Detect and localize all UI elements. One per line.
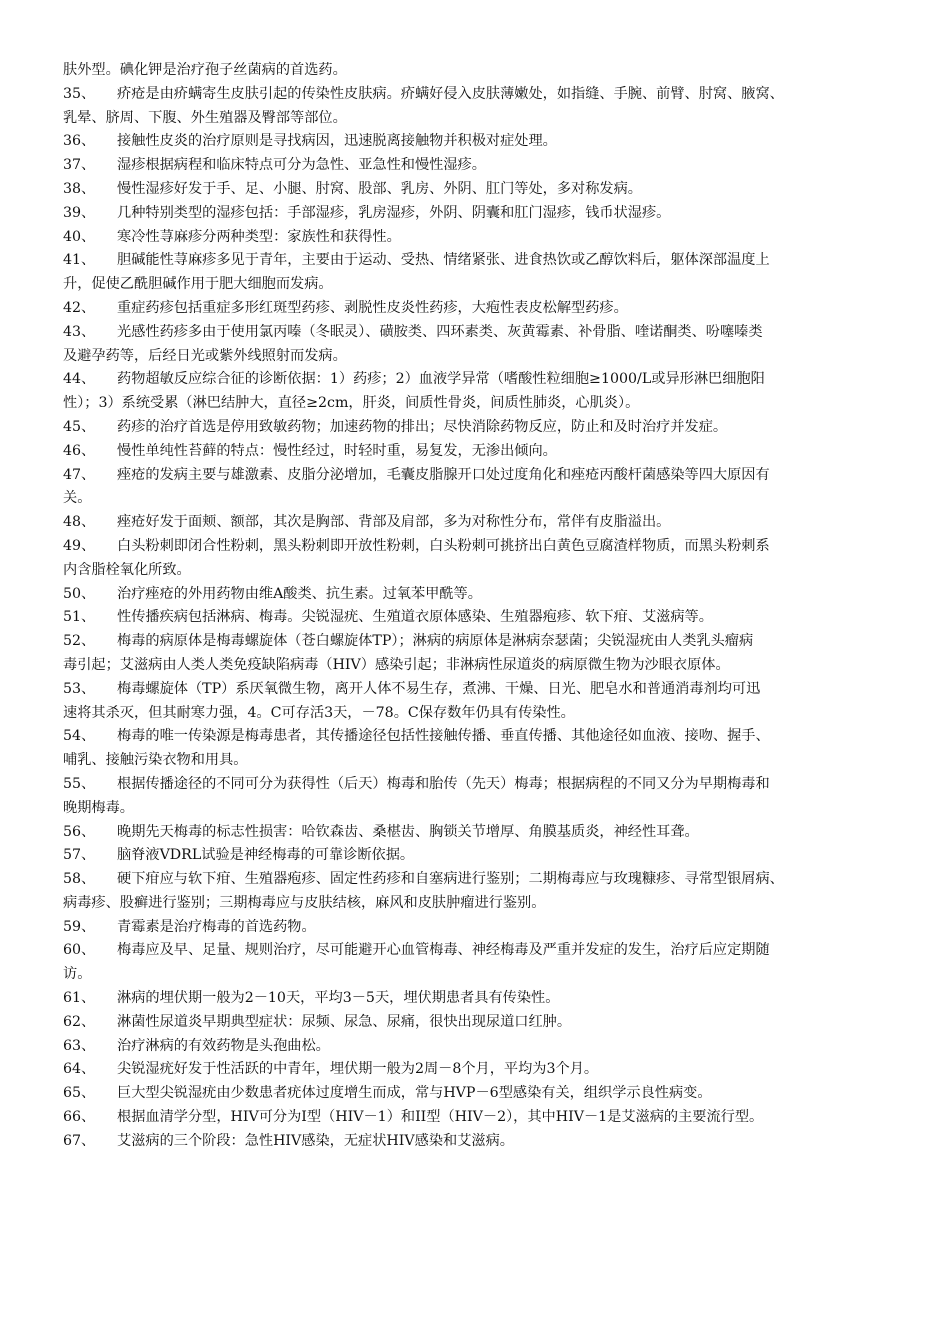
item-text: 梅毒螺旋体（TP）系厌氧微生物，离开人体不易生存，煮沸、干燥、日光、肥皂水和普通消毒剂均可迅: [117, 680, 761, 697]
item-continuation: 速将其杀灭，但其耐寒力强，4。C可存活3天，－78。C保存数年仍具有传染性。: [63, 704, 575, 721]
item-number: 66、: [63, 1109, 96, 1126]
list-item: [63, 868, 905, 892]
list-item: [63, 154, 905, 178]
item-text: 青霉素是治疗梅毒的首选药物。: [117, 918, 316, 935]
item-text: 痤疮的发病主要与雄激素、皮脂分泌增加，毛囊皮脂腺开口处过度角化和痤疮丙酸杆菌感染等四大原因有: [117, 466, 770, 483]
item-number: 48、: [63, 514, 96, 531]
item-number: 61、: [63, 990, 96, 1007]
item-continuation: 及避孕药等，后经日光或紫外线照射而发病。: [63, 347, 347, 364]
item-number: 37、: [63, 157, 96, 174]
item-text: 光感性药疹多由于使用氯丙嗪（冬眠灵）、磺胺类、四环素类、灰黄霉素、补骨脂、喹诺酮类、吩噻嗪类: [117, 323, 763, 340]
item-number: 56、: [63, 823, 96, 840]
list-item: [63, 844, 905, 868]
item-continuation: 晚期梅毒。: [63, 799, 134, 816]
item-text: 重症药疹包括重症多形红斑型药疹、剥脱性皮炎性药疹，大疱性表皮松解型药疹。: [117, 299, 628, 316]
item-number: 52、: [63, 633, 96, 650]
list-item: [63, 416, 905, 440]
list-item: [63, 939, 905, 963]
item-text: 艾滋病的三个阶段：急性HIV感染，无症状HIV感染和艾滋病。: [117, 1132, 514, 1149]
item-number: 49、: [63, 537, 96, 554]
item-continuation: 内含脂栓氧化所致。: [63, 561, 191, 578]
item-text: 慢性湿疹好发于手、足、小腿、肘窝、股部、乳房、外阴、肛门等处，多对称发病。: [117, 180, 642, 197]
item-number: 39、: [63, 204, 96, 221]
list-item: [63, 83, 905, 107]
item-text: 药物超敏反应综合征的诊断依据：1）药疹；2）血液学异常（嗜酸性粒细胞≥1000/L或异形淋巴细胞阳: [117, 371, 765, 388]
item-number: 50、: [63, 585, 96, 602]
list-item: [63, 678, 905, 702]
item-number: 44、: [63, 371, 96, 388]
list-item: [63, 202, 905, 226]
item-number: 58、: [63, 871, 96, 888]
intro-line: 肤外型。碘化钾是治疗孢子丝菌病的首选药。: [63, 62, 347, 78]
item-text: 淋病的埋伏期一般为2－10天，平均3－5天，埋伏期患者具有传染性。: [117, 990, 560, 1007]
list-item: [63, 226, 905, 250]
item-number: 47、: [63, 466, 96, 483]
item-number: 62、: [63, 1013, 96, 1030]
item-text: 痤疮好发于面颊、额部，其次是胸部、背部及肩部，多为对称性分布，常伴有皮脂溢出。: [117, 514, 671, 531]
list-item: [63, 773, 905, 797]
list-item: [63, 1130, 905, 1154]
item-text: 尖锐湿疣好发于性活跃的中青年，埋伏期一般为2周－8个月，平均为3个月。: [117, 1061, 599, 1078]
item-number: 43、: [63, 323, 96, 340]
list-item: [63, 821, 905, 845]
item-text: 几种特别类型的湿疹包括：手部湿疹，乳房湿疹，外阴、阴囊和肛门湿疹，钱币状湿疹。: [117, 204, 671, 221]
item-number: 38、: [63, 180, 96, 197]
item-text: 根据传播途径的不同可分为获得性（后天）梅毒和胎传（先天）梅毒；根据病程的不同又分为早期梅毒和: [117, 775, 770, 792]
item-text: 脑脊液VDRL试验是神经梅毒的可靠诊断依据。: [117, 847, 415, 864]
item-number: 45、: [63, 418, 96, 435]
item-text: 梅毒应及早、足量、规则治疗，尽可能避开心血管梅毒、神经梅毒及严重并发症的发生，治疗后应定期随: [117, 942, 770, 959]
item-text: 白头粉刺即闭合性粉刺，黑头粉刺即开放性粉刺，白头粉刺可挑挤出白黄色豆腐渣样物质，而黑头粉刺系: [117, 537, 770, 554]
list-item: [63, 1082, 905, 1106]
list-item: [63, 130, 905, 154]
item-number: 65、: [63, 1085, 96, 1102]
list-item: [63, 440, 905, 464]
list-item: [63, 606, 905, 630]
item-text: 慢性单纯性苔藓的特点：慢性经过，时轻时重，易复发，无渗出倾向。: [117, 442, 557, 459]
item-number: 40、: [63, 228, 96, 245]
item-text: 根据血清学分型，HIV可分为I型（HIV－1）和II型（HIV－2），其中HIV－1是艾滋病的主要流行型。: [117, 1109, 764, 1126]
item-number: 60、: [63, 942, 96, 959]
list-item: [63, 535, 905, 559]
item-continuation: 升，促使乙酰胆碱作用于肥大细胞而发病。: [63, 276, 333, 293]
item-number: 51、: [63, 609, 96, 626]
list-item: [63, 178, 905, 202]
list-item: [63, 987, 905, 1011]
item-text: 疥疮是由疥螨寄生皮肤引起的传染性皮肤病。疥螨好侵入皮肤薄嫩处，如指缝、手腕、前臂、肘窝、腋窝、: [117, 85, 784, 102]
item-text: 胆碱能性荨麻疹多见于青年，主要由于运动、受热、情绪紧张、进食热饮或乙醇饮料后，躯体深部温度上: [117, 252, 770, 269]
document-body: [63, 59, 905, 1154]
item-number: 63、: [63, 1037, 96, 1054]
list-item: [63, 249, 905, 273]
list-item: [63, 1106, 905, 1130]
item-text: 治疗痤疮的外用药物由维A酸类、抗生素。过氧苯甲酰等。: [117, 585, 482, 602]
item-number: 54、: [63, 728, 96, 745]
item-text: 梅毒的病原体是梅毒螺旋体（苍白螺旋体TP）；淋病的病原体是淋病奈瑟菌；尖锐湿疣由人类乳头瘤病: [117, 633, 754, 650]
item-text: 巨大型尖锐湿疣由少数患者疣体过度增生而成，常与HVP－6型感染有关，组织学示良性病变。: [117, 1085, 712, 1102]
list-item: [63, 511, 905, 535]
list-item: [63, 297, 905, 321]
item-continuation: 性）；3）系统受累（淋巴结肿大，直径≥2cm，肝炎，间质性骨炎，间质性肺炎，心肌炎）。: [63, 395, 640, 412]
item-number: 59、: [63, 918, 96, 935]
list-item: [63, 1011, 905, 1035]
item-number: 36、: [63, 133, 96, 150]
item-continuation: 乳晕、脐周、下腹、外生殖器及臀部等部位。: [63, 109, 347, 126]
list-item: [63, 630, 905, 654]
list-item: [63, 368, 905, 392]
item-number: 55、: [63, 775, 96, 792]
list-item: [63, 464, 905, 488]
list-item: [63, 725, 905, 749]
item-continuation: 访。: [63, 966, 92, 983]
item-continuation: 哺乳、接触污染衣物和用具。: [63, 752, 248, 769]
item-text: 性传播疾病包括淋病、梅毒。尖锐湿疣、生殖道衣原体感染、生殖器疱疹、软下疳、艾滋病等。: [117, 609, 713, 626]
item-text: 接触性皮炎的治疗原则是寻找病因，迅速脱离接触物并积极对症处理。: [117, 133, 557, 150]
list-item: [63, 1058, 905, 1082]
list-item: [63, 583, 905, 607]
list-item: [63, 1035, 905, 1059]
item-continuation: 病毒疹、股癣进行鉴别；三期梅毒应与皮肤结核，麻风和皮肤肿瘤进行鉴别。: [63, 894, 546, 911]
item-continuation: 毒引起；艾滋病由人类人类免疫缺陷病毒（HIV）感染引起；非淋病性尿道炎的病原微生物为沙眼衣原体。: [63, 656, 730, 673]
item-number: 46、: [63, 442, 96, 459]
item-text: 晚期先天梅毒的标志性损害：哈钦森齿、桑椹齿、胸锁关节增厚、角膜基质炎，神经性耳聋。: [117, 823, 699, 840]
item-text: 梅毒的唯一传染源是梅毒患者，其传播途径包括性接触传播、垂直传播、其他途径如血液、接吻、握手、: [117, 728, 770, 745]
item-text: 淋菌性尿道炎早期典型症状：尿频、尿急、尿痛，很快出现尿道口红肿。: [117, 1013, 572, 1030]
item-text: 硬下疳应与软下疳、生殖器疱疹、固定性药疹和自塞病进行鉴别；二期梅毒应与玫瑰糠疹、寻常型银屑病、: [117, 871, 784, 888]
item-text: 湿疹根据病程和临床特点可分为急性、亚急性和慢性湿疹。: [117, 157, 486, 174]
item-number: 57、: [63, 847, 96, 864]
item-number: 64、: [63, 1061, 96, 1078]
item-continuation: 关。: [63, 490, 92, 507]
item-number: 53、: [63, 680, 96, 697]
list-item: [63, 321, 905, 345]
item-number: 42、: [63, 299, 96, 316]
item-text: 寒冷性荨麻疹分两种类型：家族性和获得性。: [117, 228, 401, 245]
item-number: 41、: [63, 252, 96, 269]
item-number: 67、: [63, 1132, 96, 1149]
list-item: [63, 916, 905, 940]
item-text: 治疗淋病的有效药物是头孢曲松。: [117, 1037, 330, 1054]
item-text: 药疹的治疗首选是停用致敏药物；加速药物的排出；尽快消除药物反应，防止和及时治疗并发症。: [117, 418, 728, 435]
item-number: 35、: [63, 85, 96, 102]
